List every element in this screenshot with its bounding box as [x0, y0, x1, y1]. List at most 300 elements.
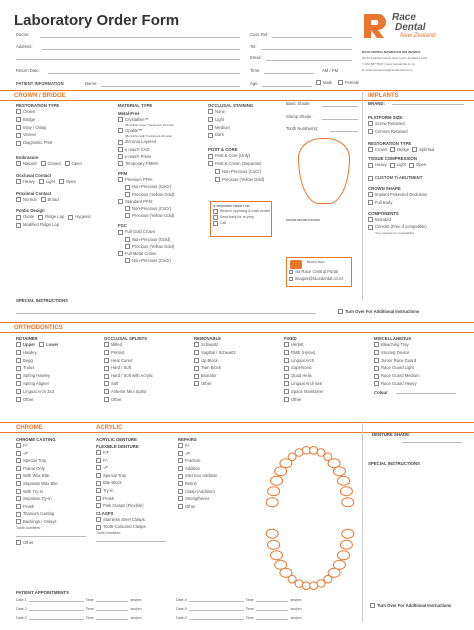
tissue-checkbox[interactable] — [390, 163, 395, 168]
chrome-other-option[interactable]: Other — [16, 539, 96, 547]
turn-over-option[interactable]: Turn Over For Additional Instructions — [338, 308, 419, 316]
return-date-input[interactable] — [48, 73, 240, 74]
tooth-diagram[interactable] — [340, 487, 352, 496]
proximal-checkbox[interactable] — [41, 197, 46, 202]
retainer-option[interactable]: Spring Aligner — [16, 380, 96, 388]
chrome-checkbox[interactable] — [16, 466, 21, 471]
retainer-checkbox[interactable] — [16, 389, 21, 394]
embrasure-checkbox[interactable] — [16, 161, 21, 166]
clasp-option[interactable]: Tooth-Coloured Clasps — [96, 523, 176, 531]
if-required-checkbox[interactable] — [213, 221, 218, 226]
fixed-checkbox[interactable] — [284, 358, 289, 363]
splint-checkbox[interactable] — [104, 389, 109, 394]
address-input[interactable] — [42, 49, 240, 50]
retainer-option[interactable]: Other — [16, 396, 96, 404]
tissue-checkbox[interactable] — [368, 163, 373, 168]
occlusal-option[interactable]: Heavy — [16, 178, 35, 186]
chrome-option[interactable]: -/F — [16, 450, 96, 458]
appointment-input[interactable] — [189, 598, 244, 602]
retainer-checkbox[interactable] — [16, 350, 21, 355]
restoration-checkbox[interactable] — [16, 125, 21, 130]
chrome-tooth-input[interactable] — [16, 536, 86, 537]
staining-option[interactable]: Medium — [208, 124, 280, 132]
fixed-option[interactable]: Quad Helix — [284, 372, 364, 380]
tooth-diagram[interactable] — [271, 551, 283, 560]
pontic-option[interactable]: Ovate — [16, 213, 34, 221]
acrylic-checkbox[interactable] — [96, 481, 101, 486]
acrylic-option[interactable]: Special Tray — [96, 472, 176, 480]
fgc-checkbox[interactable] — [118, 251, 123, 256]
repair-checkbox[interactable] — [178, 451, 183, 456]
retainer-option[interactable]: Begg — [16, 357, 96, 365]
repair-checkbox[interactable] — [178, 504, 183, 509]
pontic-option[interactable]: Hygienic — [68, 213, 91, 221]
chrome-other-checkbox[interactable] — [16, 540, 21, 545]
removable-checkbox[interactable] — [194, 358, 199, 363]
post-option[interactable]: Non-Precious (CoCr) — [208, 168, 280, 176]
fgc-option[interactable]: Non-Precious (CoCr) — [118, 257, 203, 264]
pontic-option[interactable]: Ridge Lap — [38, 213, 64, 221]
tissue-checkbox[interactable] — [409, 163, 414, 168]
fgc-option[interactable]: Full Gold Crown — [118, 228, 203, 235]
acrylic-checkbox[interactable] — [96, 496, 101, 501]
staining-option[interactable]: Light — [208, 116, 280, 124]
appointment-input[interactable] — [29, 598, 84, 602]
pontic-option[interactable]: Modified Ridge Lap — [16, 221, 59, 229]
splint-option[interactable]: Printed — [104, 349, 184, 357]
acrylic-option[interactable]: F/F — [96, 449, 176, 457]
crown-shape-checkbox[interactable] — [368, 200, 373, 205]
restoration-checkbox[interactable] — [16, 117, 21, 122]
restoration-checkbox[interactable] — [16, 109, 21, 114]
pontic-checkbox[interactable] — [16, 215, 21, 220]
email-input[interactable] — [266, 60, 352, 61]
retainer-checkbox[interactable] — [16, 374, 21, 379]
platform-option[interactable]: Screw Retained — [368, 120, 468, 128]
removable-checkbox[interactable] — [194, 381, 199, 386]
retainer-checkbox[interactable] — [16, 358, 21, 363]
metal-free-checkbox[interactable] — [118, 128, 123, 133]
removable-checkbox[interactable] — [194, 366, 199, 371]
if-required-option[interactable]: Call — [213, 220, 269, 226]
post-option[interactable]: Post & Crown (Separate) — [208, 160, 280, 168]
splint-checkbox[interactable] — [104, 366, 109, 371]
colour-input[interactable] — [396, 393, 456, 394]
proximal-option[interactable]: Broad — [41, 196, 59, 204]
embrasure-option[interactable]: Open — [65, 160, 82, 168]
splint-checkbox[interactable] — [104, 358, 109, 363]
chrome-option[interactable]: Separate Wax Bite — [16, 480, 96, 488]
components-option[interactable]: Branded — [368, 216, 468, 224]
chrome-checkbox[interactable] — [16, 489, 21, 494]
impl-restoration-option[interactable]: Splinted — [412, 146, 434, 154]
acrylic-option[interactable]: Try-in — [96, 487, 176, 495]
pfm-option[interactable]: Precious (Yellow Gold) — [118, 191, 203, 198]
pfm-option[interactable]: Premium PFM: — [118, 176, 203, 183]
clasp-checkbox[interactable] — [96, 525, 101, 530]
tooth-diagram[interactable] — [333, 560, 345, 569]
occlusal-checkbox[interactable] — [39, 179, 44, 184]
photos-portal-option[interactable]: via Race Central Portal — [289, 268, 349, 275]
removable-option[interactable]: Other — [194, 380, 274, 388]
staining-checkbox[interactable] — [208, 109, 213, 114]
impl-restoration-checkbox[interactable] — [390, 147, 395, 152]
splint-option[interactable]: Hard / Soft with Acrylic — [104, 372, 184, 380]
restoration-checkbox[interactable] — [16, 133, 21, 138]
proximal-checkbox[interactable] — [16, 197, 21, 202]
tooth-shade-diagram[interactable] — [298, 138, 350, 204]
misc-option[interactable]: Junior Race Guard — [374, 357, 469, 365]
photos-portal-checkbox[interactable] — [289, 270, 293, 274]
misc-option[interactable]: Race Guard Heavy — [374, 380, 469, 388]
acrylic-checkbox[interactable] — [96, 458, 101, 463]
acrylic-option[interactable]: Bite Block — [96, 479, 176, 487]
retainer-option[interactable]: Hawley — [16, 349, 96, 357]
female-checkbox[interactable] — [338, 80, 343, 85]
chrome-option[interactable]: F/- — [16, 442, 96, 450]
post-checkbox[interactable] — [208, 154, 213, 159]
metal-free-option[interactable]: Temporary PMMA — [118, 160, 203, 167]
repair-option[interactable]: Addition — [178, 465, 258, 473]
acrylic-checkbox[interactable] — [96, 465, 101, 470]
fixed-option[interactable]: RME (Hyrax) — [284, 349, 364, 357]
fixed-option[interactable]: Supersonic — [284, 364, 364, 372]
fixed-checkbox[interactable] — [284, 366, 289, 371]
pfm-checkbox[interactable] — [125, 213, 130, 218]
male-checkbox[interactable] — [316, 80, 321, 85]
removable-option[interactable]: Up Block — [194, 357, 274, 365]
photos-email-option[interactable]: images@racedental.co.nz — [289, 275, 349, 282]
fixed-option[interactable]: Lingual Arch — [284, 357, 364, 365]
dental-arch-icon[interactable] — [262, 440, 358, 595]
pfm-option[interactable]: Standard PFM: — [118, 198, 203, 205]
splint-option[interactable]: Milled — [104, 341, 184, 349]
removable-checkbox[interactable] — [194, 342, 199, 347]
fixed-checkbox[interactable] — [284, 350, 289, 355]
repair-checkbox[interactable] — [178, 443, 183, 448]
fixed-option[interactable]: Space Maintainer — [284, 388, 364, 396]
chrome-option[interactable]: Frame Only — [16, 465, 96, 473]
impl-restoration-option[interactable]: Crown — [368, 146, 387, 154]
restoration-option[interactable]: Veneer — [16, 131, 106, 139]
tooth-diagram[interactable] — [342, 498, 354, 507]
misc-option[interactable]: Bleaching Tray — [374, 341, 469, 349]
fixed-checkbox[interactable] — [284, 397, 289, 402]
tooth-numbers-input[interactable] — [330, 131, 358, 132]
impl-restoration-option[interactable]: Bridge — [390, 146, 409, 154]
chrome-checkbox[interactable] — [16, 504, 21, 509]
misc-checkbox[interactable] — [374, 342, 379, 347]
repair-checkbox[interactable] — [178, 489, 183, 494]
acrylic-option[interactable]: -/F — [96, 464, 176, 472]
staining-option[interactable]: Dark — [208, 131, 280, 139]
removable-option[interactable]: Twin Block — [194, 364, 274, 372]
splint-checkbox[interactable] — [104, 350, 109, 355]
chrome-option[interactable]: Backings / Onlays — [16, 518, 96, 526]
chrome-option[interactable]: With Wax Bite — [16, 472, 96, 480]
basic-shade-input[interactable] — [322, 106, 358, 107]
misc-option[interactable]: Race Guard Medium — [374, 372, 469, 380]
repair-option[interactable]: Clasp (Addition) — [178, 488, 258, 496]
lower-checkbox[interactable] — [39, 342, 44, 347]
name-input[interactable] — [101, 86, 240, 87]
metal-free-option[interactable]: e.max® CAD — [118, 146, 203, 153]
occlusal-option[interactable]: Open — [59, 178, 76, 186]
embrasure-checkbox[interactable] — [65, 161, 70, 166]
tooth-diagram[interactable] — [310, 447, 318, 455]
occlusal-option[interactable]: Light — [39, 178, 55, 186]
fgc-option[interactable]: Non-Precious (Gold) — [118, 236, 203, 243]
embrasure-checkbox[interactable] — [41, 161, 46, 166]
appointment-input[interactable] — [29, 616, 84, 620]
custom-ti-checkbox[interactable] — [368, 176, 373, 181]
appointment-input[interactable] — [96, 616, 128, 620]
pfm-checkbox[interactable] — [125, 185, 130, 190]
tooth-diagram[interactable] — [338, 551, 350, 560]
fixed-checkbox[interactable] — [284, 342, 289, 347]
fgc-option[interactable]: Full Metal Crown — [118, 250, 203, 257]
removable-checkbox[interactable] — [194, 350, 199, 355]
acrylic-option[interactable]: Pink Clasps (Flexible) — [96, 502, 176, 510]
splint-option[interactable]: Soft — [104, 380, 184, 388]
upper-checkbox[interactable] — [16, 342, 21, 347]
chrome-checkbox[interactable] — [16, 496, 21, 501]
pfm-option[interactable]: Non-Precious (CoCr) — [118, 183, 203, 190]
fgc-option[interactable]: Precious (Yellow Gold) — [118, 243, 203, 250]
fixed-checkbox[interactable] — [284, 374, 289, 379]
chrome-checkbox[interactable] — [16, 458, 21, 463]
splint-option[interactable]: Anterior Mini Splint — [104, 388, 184, 396]
repair-checkbox[interactable] — [178, 474, 183, 479]
fgc-checkbox[interactable] — [125, 237, 130, 242]
splint-option[interactable]: Hard / Soft — [104, 364, 184, 372]
proximal-option[interactable]: Normal — [16, 196, 37, 204]
tissue-option[interactable]: Open — [409, 161, 426, 169]
tissue-option[interactable]: Light — [390, 161, 406, 169]
removable-option[interactable]: Bionator — [194, 372, 274, 380]
removable-option[interactable]: Sagittal / Schwartz — [194, 349, 274, 357]
chrome-checkbox[interactable] — [16, 443, 21, 448]
retainer-option[interactable]: Spring Hawley — [16, 372, 96, 380]
fixed-option[interactable]: Herbst — [284, 341, 364, 349]
misc-checkbox[interactable] — [374, 358, 379, 363]
if-required-option[interactable]: Send back for re-prep — [213, 214, 269, 220]
tooth-diagram[interactable] — [333, 467, 345, 476]
doctor-input[interactable] — [40, 37, 240, 38]
repair-checkbox[interactable] — [178, 458, 183, 463]
pfm-checkbox[interactable] — [118, 199, 123, 204]
metal-free-option[interactable]: e.max® Press — [118, 153, 203, 160]
pfm-checkbox[interactable] — [118, 177, 123, 182]
occlusal-checkbox[interactable] — [59, 179, 64, 184]
impl-restoration-checkbox[interactable] — [368, 147, 373, 152]
chrome-option[interactable]: With Try-in — [16, 488, 96, 496]
post-checkbox[interactable] — [208, 161, 213, 166]
platform-checkbox[interactable] — [368, 129, 373, 134]
misc-checkbox[interactable] — [374, 350, 379, 355]
metal-free-option[interactable]: Opalite™ — [118, 127, 203, 134]
appointment-input[interactable] — [256, 616, 288, 620]
crown-shape-checkbox[interactable] — [368, 192, 373, 197]
platform-checkbox[interactable] — [368, 121, 373, 126]
fixed-checkbox[interactable] — [284, 381, 289, 386]
chrome-option[interactable]: Special Tray — [16, 457, 96, 465]
tooth-diagram[interactable] — [342, 529, 354, 538]
pfm-option[interactable]: Precious (Yellow Gold) — [118, 212, 203, 219]
appointment-input[interactable] — [189, 607, 244, 611]
retainer-option[interactable]: Trulux — [16, 364, 96, 372]
acrylic-checkbox[interactable] — [96, 488, 101, 493]
metal-free-checkbox[interactable] — [118, 147, 123, 152]
repair-option[interactable]: Other — [178, 503, 258, 511]
tooth-diagram[interactable] — [310, 582, 318, 590]
pfm-checkbox[interactable] — [125, 206, 130, 211]
repair-checkbox[interactable] — [178, 496, 183, 501]
chrome-checkbox[interactable] — [16, 519, 21, 524]
appointment-input[interactable] — [96, 607, 128, 611]
metal-free-checkbox[interactable] — [118, 140, 123, 145]
acrylic-tooth-input[interactable] — [96, 541, 166, 542]
chrome-checkbox[interactable] — [16, 481, 21, 486]
retainer-option[interactable]: Lingual Arch 3x3 — [16, 388, 96, 396]
upper-option[interactable]: Upper — [16, 341, 35, 349]
misc-checkbox[interactable] — [374, 374, 379, 379]
crown-shape-option[interactable]: Full Body — [368, 199, 468, 207]
misc-option[interactable]: Race Guard Light — [374, 364, 469, 372]
fgc-checkbox[interactable] — [125, 244, 130, 249]
appointment-input[interactable] — [256, 607, 288, 611]
stump-shade-input[interactable] — [322, 119, 358, 120]
post-option[interactable]: Post & Core (Only) — [208, 152, 280, 160]
occlusal-checkbox[interactable] — [16, 179, 21, 184]
chrome-option[interactable]: Finish — [16, 503, 96, 511]
splint-option[interactable]: Other — [104, 396, 184, 404]
embrasure-option[interactable]: Natural — [16, 160, 37, 168]
splint-checkbox[interactable] — [104, 342, 109, 347]
pontic-checkbox[interactable] — [68, 215, 73, 220]
tooth-diagram[interactable] — [266, 498, 278, 507]
if-required-option[interactable]: Reduce opposing & mark model — [213, 208, 269, 214]
staining-option[interactable]: None — [208, 108, 280, 116]
repair-option[interactable]: F/- — [178, 442, 258, 450]
repair-option[interactable]: -/F — [178, 450, 258, 458]
denture-turn-over-option[interactable]: Turn Over For Additional Instructions — [370, 603, 460, 609]
staining-checkbox[interactable] — [208, 133, 213, 138]
components-option[interactable]: Core3D (Free if compatible) — [368, 223, 468, 231]
splint-checkbox[interactable] — [104, 381, 109, 386]
metal-free-option[interactable]: Zirconia Layered — [118, 138, 203, 145]
metal-free-checkbox[interactable] — [118, 154, 123, 159]
appointment-input[interactable] — [96, 598, 128, 602]
metal-free-checkbox[interactable] — [118, 117, 123, 122]
tooth-diagram[interactable] — [302, 447, 310, 455]
metal-free-checkbox[interactable] — [118, 161, 123, 166]
chrome-checkbox[interactable] — [16, 512, 21, 517]
repair-checkbox[interactable] — [178, 466, 183, 471]
restoration-option[interactable]: Crown — [16, 108, 106, 116]
platform-option[interactable]: Cement Retained — [368, 128, 468, 136]
tissue-option[interactable]: Heavy — [368, 161, 387, 169]
chrome-option[interactable]: Separate Try-in — [16, 495, 96, 503]
acrylic-option[interactable]: Finish — [96, 495, 176, 503]
misc-checkbox[interactable] — [374, 366, 379, 371]
lower-option[interactable]: Lower — [39, 341, 58, 349]
fgc-checkbox[interactable] — [118, 230, 123, 235]
photos-email-checkbox[interactable] — [289, 277, 293, 281]
denture-turn-over-checkbox[interactable] — [370, 603, 375, 608]
metal-free-option[interactable]: Crystalline™ — [118, 116, 203, 123]
tooth-diagram[interactable] — [268, 540, 280, 549]
tooth-diagram[interactable] — [266, 529, 278, 538]
post-checkbox[interactable] — [215, 177, 220, 182]
chrome-checkbox[interactable] — [16, 474, 21, 479]
restoration-checkbox[interactable] — [16, 141, 21, 146]
female-option[interactable]: Female — [338, 79, 359, 87]
splint-checkbox[interactable] — [104, 397, 109, 402]
retainer-checkbox[interactable] — [16, 366, 21, 371]
acrylic-checkbox[interactable] — [96, 473, 101, 478]
pfm-checkbox[interactable] — [125, 192, 130, 197]
appointment-input[interactable] — [189, 616, 244, 620]
misc-checkbox[interactable] — [374, 381, 379, 386]
repair-option[interactable]: Fracture — [178, 457, 258, 465]
tooth-diagram[interactable] — [295, 449, 303, 457]
chrome-option[interactable]: Titanium Casting — [16, 510, 96, 518]
restoration-option[interactable]: Inlay / Onlay — [16, 124, 106, 132]
repair-option[interactable]: Inlet Exo Addition — [178, 472, 258, 480]
tooth-diagram[interactable] — [338, 476, 350, 485]
fgc-checkbox[interactable] — [125, 258, 130, 263]
splint-option[interactable]: Heat Cured — [104, 357, 184, 365]
if-required-checkbox[interactable] — [213, 209, 218, 214]
tooth-diagram[interactable] — [271, 476, 283, 485]
post-checkbox[interactable] — [215, 169, 220, 174]
pontic-checkbox[interactable] — [38, 215, 43, 220]
retainer-checkbox[interactable] — [16, 397, 21, 402]
age-input[interactable] — [262, 86, 312, 87]
appointment-input[interactable] — [256, 598, 288, 602]
fixed-option[interactable]: Lingual Arch 6x6 — [284, 380, 364, 388]
tooth-diagram[interactable] — [295, 580, 303, 588]
address-input-2[interactable] — [16, 59, 240, 60]
time-input[interactable] — [264, 73, 314, 74]
impl-restoration-checkbox[interactable] — [412, 147, 417, 152]
tel-input[interactable] — [262, 49, 352, 50]
fixed-checkbox[interactable] — [284, 389, 289, 394]
brand-input[interactable] — [392, 104, 464, 105]
male-option[interactable]: Male — [316, 79, 332, 87]
if-required-checkbox[interactable] — [213, 215, 218, 220]
clasp-checkbox[interactable] — [96, 517, 101, 522]
misc-option[interactable]: Snoring Device — [374, 349, 469, 357]
pfm-option[interactable]: Non-Precious (CoCr) — [118, 205, 203, 212]
restoration-option[interactable]: Bridge — [16, 116, 106, 124]
special-instructions-input[interactable] — [16, 313, 316, 314]
acrylic-checkbox[interactable] — [96, 450, 101, 455]
removable-option[interactable]: Schwartz — [194, 341, 274, 349]
cust-ref-input[interactable] — [272, 37, 352, 38]
turn-over-checkbox[interactable] — [338, 309, 343, 314]
crown-shape-option[interactable]: Implant Protected Occlusion — [368, 191, 468, 199]
repair-checkbox[interactable] — [178, 481, 183, 486]
tooth-diagram[interactable] — [268, 487, 280, 496]
removable-checkbox[interactable] — [194, 374, 199, 379]
clasp-option[interactable]: Stainless Steel Clasps — [96, 516, 176, 524]
components-checkbox[interactable] — [368, 217, 373, 222]
acrylic-checkbox[interactable] — [96, 503, 101, 508]
repair-option[interactable]: Strengthener — [178, 495, 258, 503]
components-checkbox[interactable] — [368, 225, 373, 230]
